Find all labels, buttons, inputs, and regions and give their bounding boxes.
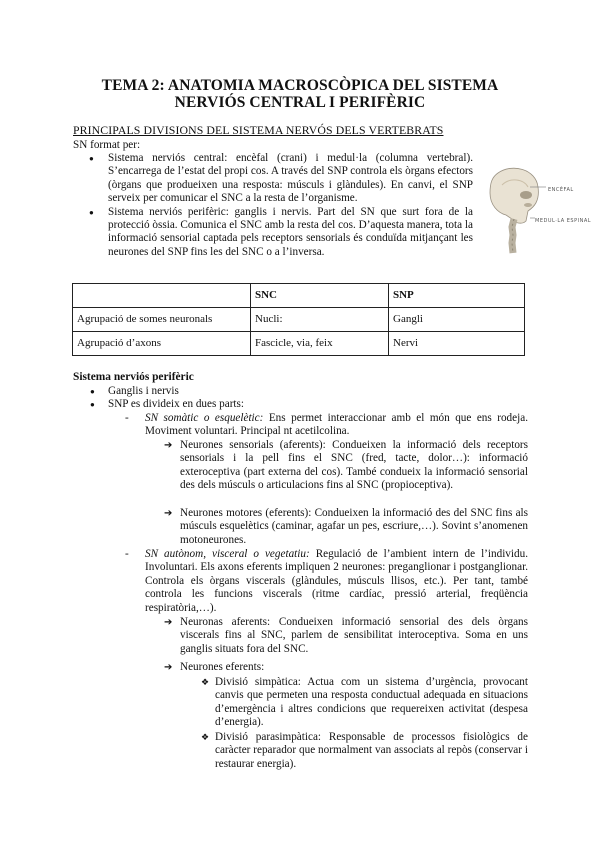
table-cell: Fascicle, via, feix	[251, 332, 389, 356]
somatic-item-sensory: Neurones sensorials (aferents): Condueixen la informació dels receptors sensorials i la pell fins el SNC (fred, tacte, dolor…): informació exteroceptiva (part externa del cos). També condueix la informació sensorial des dels músculs o articulacions fins al SNC (propioceptiva).	[180, 439, 528, 492]
pns-heading: Sistema nerviós perifèric	[73, 371, 194, 383]
autonomic-label: SN autònom, visceral o vegetatiu:	[145, 548, 310, 560]
autonomic-item-afferent: Neuronas aferents: Condueixen informació sensorial des dels òrgans viscerals fins al SNC, parlem de sensibilitat interoceptiva. Soma en uns ganglis situats fora del SNC.	[180, 616, 528, 655]
cns-pns-table	[72, 283, 525, 356]
arrow-icon: ➔	[164, 617, 173, 628]
section-heading: PRINCIPALS DIVISIONS DEL SISTEMA NERVÓS DELS VERTEBRATS	[73, 123, 444, 137]
autonomic-paragraph	[145, 548, 528, 615]
diamond-icon: ❖	[201, 677, 210, 687]
figure-pointer-lines	[530, 186, 550, 222]
table-cell: Nervi	[389, 332, 525, 356]
list-item: ● Sistema nerviós perifèric: ganglis i nervis. Part del SN que surt fora de la protecció òssia. Comunica el SNC amb la resta del cos. D’aquesta manera, tota la informació sensorial captada pels receptors sensorials és conduïda mitjançant les neurones del SNP fins les del SNC o a l’inversa.	[73, 206, 473, 260]
somatic-item-motor: Neurones motores (eferents): Condueixen la informació des del SNC fins als músculs esquelètics (caminar, agafar un pes, escriure,…). Sovint s’anomenen motoneurones.	[180, 507, 528, 546]
table-cell: Agrupació d’axons	[73, 332, 251, 356]
cns-pns-list	[73, 152, 473, 259]
autonomic-text: Regulació de l’ambient intern de l’individu. Involuntari. Els axons eferents impliquen 2 neurones: preganglionar i postganglionar. Controla els òrgans viscerals (glàndules, músculs llisos, etc.). Per tant, també controla les funcions viscerals (ritme cardíac, pressió arterial, freqüència respiratòria,…).	[145, 548, 528, 614]
arrow-icon: ➔	[164, 440, 173, 451]
diamond-icon: ❖	[201, 732, 210, 742]
autonomic-item-efferent: Neurones eferents:	[180, 661, 265, 673]
somatic-label: SN somàtic o esquelètic:	[145, 412, 264, 424]
sympathetic-division: Divisió simpàtica: Actua com un sistema d’urgència, provocant canvis que permeten una resposta conductual adequada en situacions d’emergència i altres condicions que requereixen activitat (despesa d’energia).	[215, 676, 528, 729]
title-line-2: NERVIÓS CENTRAL I PERIFÈRIC	[174, 94, 426, 111]
pns-bullets	[90, 385, 530, 412]
list-item: ● SNP es divideix en dues parts:	[90, 398, 530, 411]
somatic-paragraph	[145, 412, 528, 439]
figure-label-spinal-cord: MEDUL·LA ESPINAL	[535, 218, 592, 224]
parasympathetic-division: Divisió parasimpàtica: Responsable de processos fisiològics de caràcter reparador que normalment van associats al repòs (conservar i restaurar energia).	[215, 731, 528, 770]
list-item: ● Sistema nerviós central: encèfal (crani) i medul·la (columna vertebral). S’encarrega de l’estat del propi cos. A través del SNP controla els òrgans efectors (òrgans que produeixen una resposta: músculs i glàndules). En canvi, el SNP serveix per comunicar el SNC a la resta de l’organisme.	[73, 152, 473, 206]
arrow-icon: ➔	[164, 508, 173, 519]
title-line-1: TEMA 2: ANATOMIA MACROSCÒPICA DEL SISTEMA	[101, 77, 499, 94]
table-cell	[73, 284, 251, 308]
figure-label-encephalon: ENCÈFAL	[548, 187, 574, 193]
list-item: ● Ganglis i nervis	[90, 385, 530, 398]
somatic-text: Ens permet interaccionar amb el món que ens rodeja. Moviment voluntari. Principal nt acetilcolina.	[145, 412, 528, 438]
dash-marker: -	[125, 548, 129, 560]
dash-marker: -	[125, 412, 129, 424]
table-row	[73, 308, 525, 332]
table-cell: SNC	[251, 284, 389, 308]
table-cell: Gangli	[389, 308, 525, 332]
table-cell: Nucli:	[251, 308, 389, 332]
page-title	[0, 77, 600, 111]
table-row	[73, 332, 525, 356]
arrow-icon: ➔	[164, 662, 173, 673]
table-row	[73, 284, 525, 308]
table-cell: Agrupació de somes neuronals	[73, 308, 251, 332]
table-cell: SNP	[389, 284, 525, 308]
intro-text: SN format per:	[73, 139, 141, 151]
